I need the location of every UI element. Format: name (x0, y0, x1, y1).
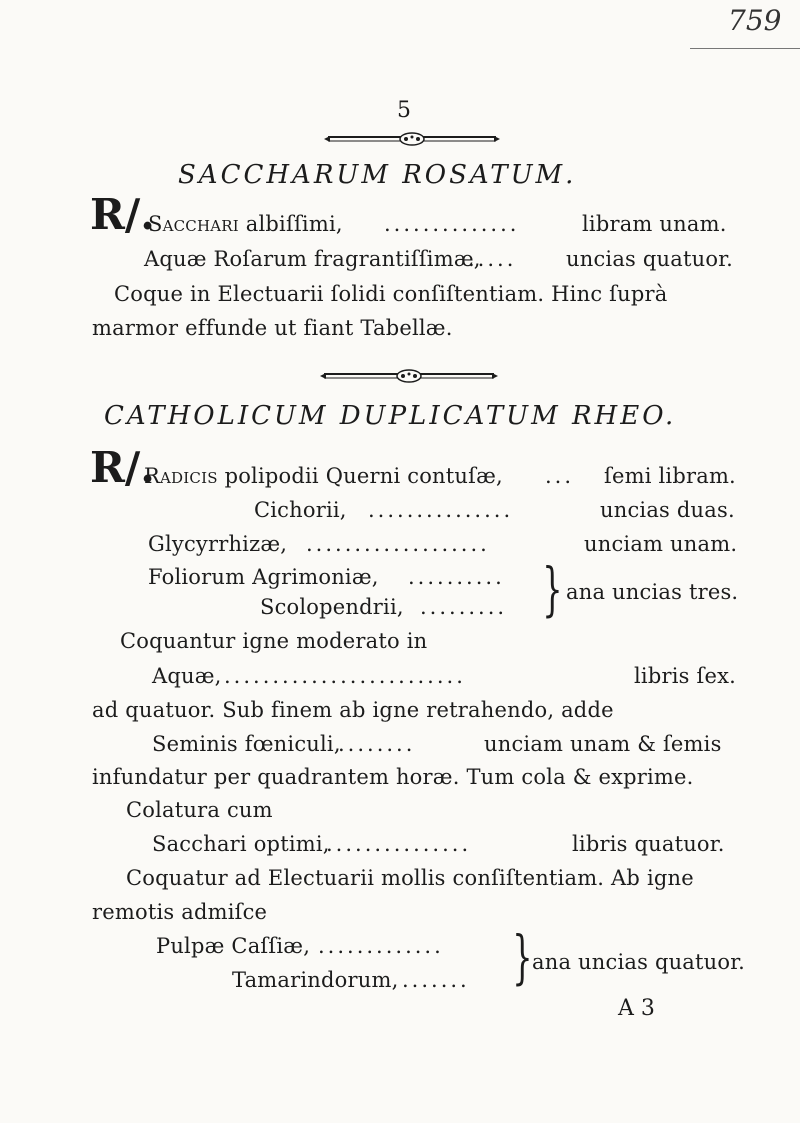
instruction-line: remotis admiſce (92, 900, 268, 924)
leader-dots: ............. (318, 934, 444, 958)
ingredient-quantity: unciam unam & ſemis (484, 732, 722, 756)
ingredient-text: Sacchari optimi, (152, 832, 330, 856)
leader-dots: ....... (402, 968, 470, 992)
instruction-line: marmor effunde ut fiant Tabellæ. (92, 316, 453, 340)
ingredient-text: Aquæ, (152, 664, 222, 688)
brace-icon: } (512, 923, 533, 991)
leader-dots: ............... (326, 832, 472, 856)
recipe-symbol-icon: R/. (90, 190, 155, 239)
instruction-line: Colatura cum (126, 798, 273, 822)
ingredient-text: Glycyrrhizæ, (148, 532, 288, 556)
ingredient-text: Seminis fœniculi, (152, 732, 341, 756)
recipe-title: CATHOLICUM DUPLICATUM RHEO. (104, 401, 677, 431)
leader-dots: ............... (368, 498, 514, 522)
instruction-line: Coquantur igne moderato in (120, 629, 428, 653)
ingredient-lead: Radicis (144, 464, 218, 488)
instruction-line: ad quatuor. Sub finem ab igne retrahendo, adde (92, 698, 614, 722)
instruction-line: Coque in Electuarii ſolidi conſiſtentiam. Hinc ſuprà (114, 282, 668, 306)
folio-mark: 759 (728, 4, 782, 37)
ingredient-text: Pulpæ Caſſiæ, (156, 934, 311, 958)
ingredient-quantity: ana uncias tres. (566, 580, 739, 604)
ingredient-quantity: ſemi libram. (604, 464, 736, 488)
catchword: A 3 (618, 996, 655, 1021)
ingredient-quantity: uncias quatuor. (566, 247, 734, 271)
recipe-title: SACCHARUM ROSATUM. (178, 160, 577, 190)
ingredient-text: Cichorii, (254, 498, 347, 522)
instruction-line: infundatur per quadrantem horæ. Tum cola & exprime. (92, 765, 694, 789)
leader-dots: ..... (468, 247, 517, 271)
ingredient-quantity: unciam unam. (584, 532, 738, 556)
ingredient-text: albiſſimi, (238, 212, 343, 236)
recipe-symbol-icon: R/. (90, 443, 155, 492)
leader-dots: ......... (420, 595, 508, 619)
folio-underline (690, 48, 800, 49)
ingredient-lead: Sacchari (148, 212, 239, 236)
ingredient-line (144, 464, 503, 488)
ingredient-quantity: libris quatuor. (572, 832, 725, 856)
brace-icon: } (542, 555, 563, 623)
leader-dots: ... (545, 464, 575, 488)
ingredient-text: Scolopendrii, (260, 595, 404, 619)
ingredient-line (148, 212, 343, 236)
ingredient-text: Tamarindorum, (232, 968, 399, 992)
page-number: 5 (397, 98, 411, 123)
leader-dots: ........ (338, 732, 416, 756)
leader-dots: ......................... (224, 664, 466, 688)
ingredient-text: polipodii Querni contuſæ, (217, 464, 503, 488)
leader-dots: .............. (384, 212, 520, 236)
ingredient-text: Aquæ Roſarum fragrantiſſimæ, (144, 247, 481, 271)
ingredient-text: Foliorum Agrimoniæ, (148, 565, 379, 589)
ingredient-quantity: uncias duas. (600, 498, 735, 522)
ingredient-quantity: libram unam. (582, 212, 727, 236)
leader-dots: .......... (408, 565, 505, 589)
leader-dots: ................... (306, 532, 490, 556)
instruction-line: Coquatur ad Electuarii mollis conſiſtentiam. Ab igne (126, 866, 694, 890)
ingredient-quantity: ana uncias quatuor. (532, 950, 746, 974)
ingredient-quantity: libris ſex. (634, 664, 737, 688)
ornament-divider-icon (318, 367, 500, 385)
ornament-divider-icon (322, 130, 502, 148)
